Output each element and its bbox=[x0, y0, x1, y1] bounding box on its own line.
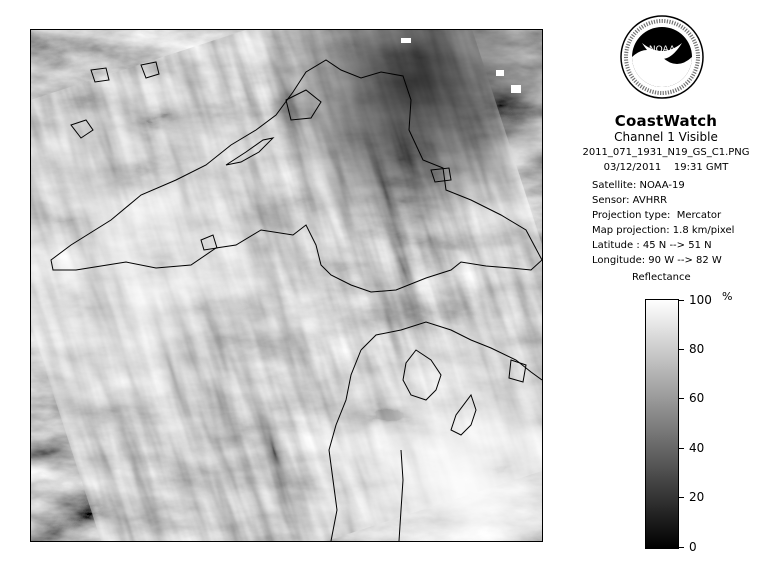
colorbar-tick-label: 20 bbox=[689, 490, 705, 504]
map-projection-info: Map projection: 1.8 km/pixel bbox=[592, 225, 735, 236]
colorbar-tick bbox=[679, 398, 684, 399]
channel-label: Channel 1 Visible bbox=[614, 130, 718, 144]
bright-region-southeast bbox=[31, 30, 542, 541]
colorbar-unit: % bbox=[722, 290, 733, 303]
bright-patch bbox=[511, 85, 521, 93]
colorbar-tick-label: 100 bbox=[689, 293, 712, 307]
colorbar-tick bbox=[679, 547, 684, 548]
colorbar-tick-label: 40 bbox=[689, 441, 705, 455]
bright-patch bbox=[401, 38, 411, 43]
satellite-map bbox=[31, 30, 542, 541]
colorbar-tick-label: 0 bbox=[689, 540, 697, 554]
colorbar-tick bbox=[679, 300, 684, 301]
colorbar-tick-label: 80 bbox=[689, 342, 705, 356]
colorbar-tick bbox=[679, 448, 684, 449]
longitude-info: Longitude: 90 W --> 82 W bbox=[592, 255, 722, 266]
satellite-image bbox=[30, 29, 543, 542]
latitude-info: Latitude : 45 N --> 51 N bbox=[592, 240, 712, 251]
colorbar-tick bbox=[679, 349, 684, 350]
projection-type-info: Projection type: Mercator bbox=[592, 210, 722, 221]
acquisition-datetime: 03/12/2011 19:31 GMT bbox=[603, 162, 729, 173]
sensor-info: Sensor: AVHRR bbox=[592, 195, 668, 206]
colorbar-tick bbox=[679, 497, 684, 498]
app-title: CoastWatch bbox=[614, 112, 718, 130]
satellite-info: Satellite: NOAA-19 bbox=[592, 180, 685, 191]
reflectance-colorbar bbox=[645, 299, 679, 549]
logo-text: NOAA bbox=[648, 45, 676, 55]
colorbar-label: Reflectance bbox=[632, 272, 691, 283]
bright-patch bbox=[496, 70, 504, 76]
file-name: 2011_071_1931_N19_GS_C1.PNG bbox=[582, 147, 750, 158]
colorbar-tick-label: 60 bbox=[689, 391, 705, 405]
noaa-logo bbox=[620, 15, 704, 99]
